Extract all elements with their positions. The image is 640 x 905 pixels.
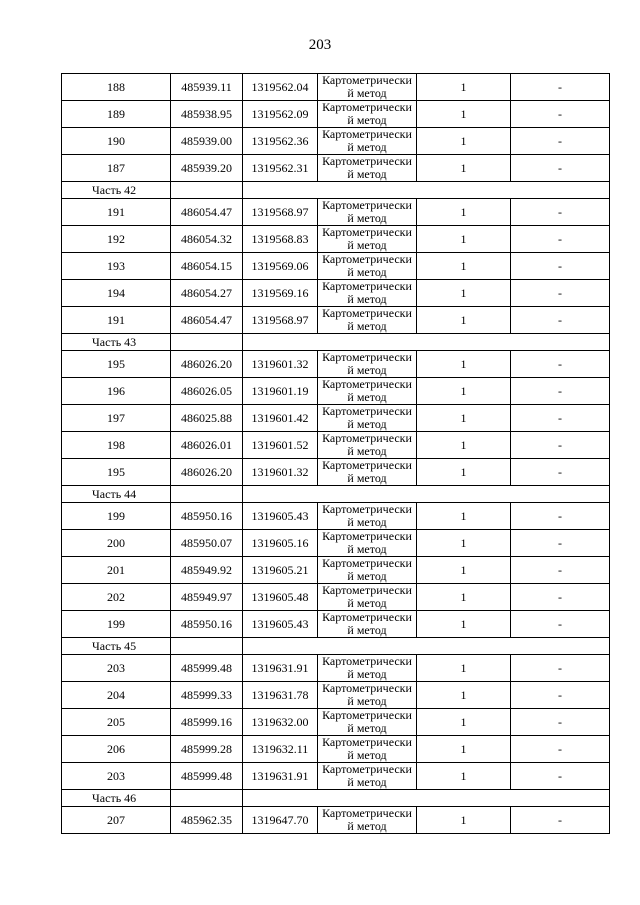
method-cell bbox=[318, 253, 417, 280]
y-coordinate-cell: 1319605.48 bbox=[243, 584, 318, 611]
y-coordinate-cell: 1319601.19 bbox=[243, 378, 318, 405]
part-header-row bbox=[62, 334, 610, 351]
method-cell bbox=[318, 584, 417, 611]
method-line-2: й метод bbox=[347, 140, 387, 154]
x-coordinate-cell: 485999.16 bbox=[171, 709, 243, 736]
method-line-1: Картометрически bbox=[322, 350, 412, 364]
part-label: Часть 44 bbox=[62, 486, 171, 503]
method-line-2: й метод bbox=[347, 819, 387, 833]
method-cell bbox=[318, 199, 417, 226]
description-cell: - bbox=[511, 432, 610, 459]
part-header-row bbox=[62, 638, 610, 655]
table-row bbox=[62, 709, 610, 736]
method-cell bbox=[318, 763, 417, 790]
accuracy-cell: 1 bbox=[417, 611, 511, 638]
y-coordinate-cell: 1319562.04 bbox=[243, 74, 318, 101]
point-number-cell: 203 bbox=[62, 763, 171, 790]
method-line-2: й метод bbox=[347, 265, 387, 279]
table-row bbox=[62, 655, 610, 682]
method-line-1: Картометрически bbox=[322, 100, 412, 114]
accuracy-cell: 1 bbox=[417, 655, 511, 682]
part-label: Часть 43 bbox=[62, 334, 171, 351]
y-coordinate-cell: 1319601.32 bbox=[243, 351, 318, 378]
point-number-cell: 191 bbox=[62, 307, 171, 334]
empty-cell bbox=[171, 334, 243, 351]
x-coordinate-cell: 485999.28 bbox=[171, 736, 243, 763]
y-coordinate-cell: 1319605.21 bbox=[243, 557, 318, 584]
method-cell bbox=[318, 155, 417, 182]
description-cell: - bbox=[511, 226, 610, 253]
method-cell bbox=[318, 405, 417, 432]
x-coordinate-cell: 486025.88 bbox=[171, 405, 243, 432]
empty-cell bbox=[243, 638, 610, 655]
method-cell bbox=[318, 432, 417, 459]
y-coordinate-cell: 1319562.09 bbox=[243, 101, 318, 128]
empty-cell bbox=[171, 486, 243, 503]
point-number-cell: 189 bbox=[62, 101, 171, 128]
x-coordinate-cell: 486054.47 bbox=[171, 307, 243, 334]
y-coordinate-cell: 1319601.52 bbox=[243, 432, 318, 459]
table-row bbox=[62, 807, 610, 834]
method-line-1: Картометрически bbox=[322, 502, 412, 516]
y-coordinate-cell: 1319631.91 bbox=[243, 655, 318, 682]
method-cell bbox=[318, 807, 417, 834]
y-coordinate-cell: 1319568.97 bbox=[243, 307, 318, 334]
description-cell: - bbox=[511, 557, 610, 584]
x-coordinate-cell: 486026.20 bbox=[171, 351, 243, 378]
method-line-2: й метод bbox=[347, 542, 387, 556]
table-row bbox=[62, 682, 610, 709]
description-cell: - bbox=[511, 763, 610, 790]
method-line-1: Картометрически bbox=[322, 431, 412, 445]
method-line-1: Картометрически bbox=[322, 279, 412, 293]
description-cell: - bbox=[511, 611, 610, 638]
method-line-2: й метод bbox=[347, 471, 387, 485]
point-number-cell: 207 bbox=[62, 807, 171, 834]
table-row bbox=[62, 584, 610, 611]
coordinates-table-body bbox=[62, 74, 610, 834]
method-cell bbox=[318, 101, 417, 128]
accuracy-cell: 1 bbox=[417, 763, 511, 790]
method-line-2: й метод bbox=[347, 748, 387, 762]
table-row bbox=[62, 459, 610, 486]
method-line-1: Картометрически bbox=[322, 556, 412, 570]
y-coordinate-cell: 1319568.83 bbox=[243, 226, 318, 253]
method-line-1: Картометрически bbox=[322, 404, 412, 418]
method-line-2: й метод bbox=[347, 211, 387, 225]
method-line-1: Картометрически bbox=[322, 127, 412, 141]
accuracy-cell: 1 bbox=[417, 503, 511, 530]
table-row bbox=[62, 351, 610, 378]
description-cell: - bbox=[511, 280, 610, 307]
point-number-cell: 193 bbox=[62, 253, 171, 280]
table-row bbox=[62, 307, 610, 334]
x-coordinate-cell: 485949.92 bbox=[171, 557, 243, 584]
empty-cell bbox=[243, 790, 610, 807]
accuracy-cell: 1 bbox=[417, 128, 511, 155]
method-line-1: Картометрически bbox=[322, 806, 412, 820]
accuracy-cell: 1 bbox=[417, 74, 511, 101]
table-row bbox=[62, 101, 610, 128]
empty-cell bbox=[243, 182, 610, 199]
table-row bbox=[62, 378, 610, 405]
point-number-cell: 191 bbox=[62, 199, 171, 226]
point-number-cell: 195 bbox=[62, 351, 171, 378]
method-line-1: Картометрически bbox=[322, 654, 412, 668]
x-coordinate-cell: 485950.07 bbox=[171, 530, 243, 557]
method-line-2: й метод bbox=[347, 596, 387, 610]
y-coordinate-cell: 1319568.97 bbox=[243, 199, 318, 226]
accuracy-cell: 1 bbox=[417, 682, 511, 709]
method-line-1: Картометрически bbox=[322, 198, 412, 212]
description-cell: - bbox=[511, 307, 610, 334]
point-number-cell: 192 bbox=[62, 226, 171, 253]
x-coordinate-cell: 486026.05 bbox=[171, 378, 243, 405]
x-coordinate-cell: 486054.32 bbox=[171, 226, 243, 253]
y-coordinate-cell: 1319647.70 bbox=[243, 807, 318, 834]
x-coordinate-cell: 486054.27 bbox=[171, 280, 243, 307]
point-number-cell: 205 bbox=[62, 709, 171, 736]
accuracy-cell: 1 bbox=[417, 709, 511, 736]
x-coordinate-cell: 485950.16 bbox=[171, 503, 243, 530]
method-cell bbox=[318, 280, 417, 307]
table-row bbox=[62, 530, 610, 557]
description-cell: - bbox=[511, 709, 610, 736]
accuracy-cell: 1 bbox=[417, 307, 511, 334]
part-label: Часть 46 bbox=[62, 790, 171, 807]
description-cell: - bbox=[511, 655, 610, 682]
method-line-2: й метод bbox=[347, 292, 387, 306]
accuracy-cell: 1 bbox=[417, 807, 511, 834]
x-coordinate-cell: 485999.33 bbox=[171, 682, 243, 709]
empty-cell bbox=[243, 486, 610, 503]
method-line-1: Картометрически bbox=[322, 225, 412, 239]
table-row bbox=[62, 226, 610, 253]
x-coordinate-cell: 485939.11 bbox=[171, 74, 243, 101]
table-row bbox=[62, 557, 610, 584]
method-line-2: й метод bbox=[347, 444, 387, 458]
accuracy-cell: 1 bbox=[417, 199, 511, 226]
page-number: 203 bbox=[308, 37, 332, 53]
method-line-2: й метод bbox=[347, 417, 387, 431]
x-coordinate-cell: 486026.01 bbox=[171, 432, 243, 459]
table-row bbox=[62, 155, 610, 182]
method-line-1: Картометрически bbox=[322, 73, 412, 87]
description-cell: - bbox=[511, 155, 610, 182]
description-cell: - bbox=[511, 253, 610, 280]
point-number-cell: 203 bbox=[62, 655, 171, 682]
table-row bbox=[62, 503, 610, 530]
method-line-2: й метод bbox=[347, 667, 387, 681]
table-row bbox=[62, 736, 610, 763]
y-coordinate-cell: 1319632.00 bbox=[243, 709, 318, 736]
method-line-1: Картометрически bbox=[322, 377, 412, 391]
y-coordinate-cell: 1319605.43 bbox=[243, 503, 318, 530]
y-coordinate-cell: 1319569.06 bbox=[243, 253, 318, 280]
method-line-1: Картометрически bbox=[322, 306, 412, 320]
part-header-row bbox=[62, 182, 610, 199]
description-cell: - bbox=[511, 736, 610, 763]
accuracy-cell: 1 bbox=[417, 226, 511, 253]
point-number-cell: 204 bbox=[62, 682, 171, 709]
description-cell: - bbox=[511, 378, 610, 405]
method-cell bbox=[318, 226, 417, 253]
method-line-2: й метод bbox=[347, 721, 387, 735]
point-number-cell: 190 bbox=[62, 128, 171, 155]
method-line-2: й метод bbox=[347, 515, 387, 529]
x-coordinate-cell: 485999.48 bbox=[171, 655, 243, 682]
method-cell bbox=[318, 378, 417, 405]
table-row bbox=[62, 128, 610, 155]
y-coordinate-cell: 1319569.16 bbox=[243, 280, 318, 307]
y-coordinate-cell: 1319562.36 bbox=[243, 128, 318, 155]
empty-cell bbox=[171, 182, 243, 199]
point-number-cell: 194 bbox=[62, 280, 171, 307]
method-line-2: й метод bbox=[347, 238, 387, 252]
table-row bbox=[62, 432, 610, 459]
y-coordinate-cell: 1319631.91 bbox=[243, 763, 318, 790]
accuracy-cell: 1 bbox=[417, 101, 511, 128]
method-line-1: Картометрически bbox=[322, 154, 412, 168]
description-cell: - bbox=[511, 199, 610, 226]
point-number-cell: 200 bbox=[62, 530, 171, 557]
part-header-row bbox=[62, 790, 610, 807]
accuracy-cell: 1 bbox=[417, 351, 511, 378]
x-coordinate-cell: 485938.95 bbox=[171, 101, 243, 128]
method-cell bbox=[318, 74, 417, 101]
x-coordinate-cell: 485949.97 bbox=[171, 584, 243, 611]
x-coordinate-cell: 486054.47 bbox=[171, 199, 243, 226]
method-cell bbox=[318, 709, 417, 736]
description-cell: - bbox=[511, 351, 610, 378]
table-row bbox=[62, 763, 610, 790]
table-row bbox=[62, 611, 610, 638]
point-number-cell: 202 bbox=[62, 584, 171, 611]
accuracy-cell: 1 bbox=[417, 432, 511, 459]
description-cell: - bbox=[511, 530, 610, 557]
table-row bbox=[62, 253, 610, 280]
method-line-1: Картометрически bbox=[322, 458, 412, 472]
point-number-cell: 206 bbox=[62, 736, 171, 763]
method-line-2: й метод bbox=[347, 569, 387, 583]
description-cell: - bbox=[511, 682, 610, 709]
method-cell bbox=[318, 530, 417, 557]
description-cell: - bbox=[511, 459, 610, 486]
method-line-1: Картометрически bbox=[322, 762, 412, 776]
coordinates-table bbox=[61, 73, 610, 834]
method-line-2: й метод bbox=[347, 390, 387, 404]
empty-cell bbox=[171, 638, 243, 655]
method-line-1: Картометрически bbox=[322, 583, 412, 597]
method-line-2: й метод bbox=[347, 775, 387, 789]
accuracy-cell: 1 bbox=[417, 253, 511, 280]
empty-cell bbox=[243, 334, 610, 351]
point-number-cell: 197 bbox=[62, 405, 171, 432]
method-cell bbox=[318, 557, 417, 584]
point-number-cell: 201 bbox=[62, 557, 171, 584]
point-number-cell: 199 bbox=[62, 503, 171, 530]
method-cell bbox=[318, 128, 417, 155]
method-line-1: Картометрически bbox=[322, 708, 412, 722]
method-line-1: Картометрически bbox=[322, 252, 412, 266]
table-row bbox=[62, 74, 610, 101]
part-label: Часть 42 bbox=[62, 182, 171, 199]
description-cell: - bbox=[511, 128, 610, 155]
accuracy-cell: 1 bbox=[417, 557, 511, 584]
method-cell bbox=[318, 736, 417, 763]
y-coordinate-cell: 1319562.31 bbox=[243, 155, 318, 182]
accuracy-cell: 1 bbox=[417, 459, 511, 486]
method-line-1: Картометрически bbox=[322, 529, 412, 543]
accuracy-cell: 1 bbox=[417, 584, 511, 611]
accuracy-cell: 1 bbox=[417, 155, 511, 182]
table-row bbox=[62, 280, 610, 307]
accuracy-cell: 1 bbox=[417, 378, 511, 405]
y-coordinate-cell: 1319605.16 bbox=[243, 530, 318, 557]
description-cell: - bbox=[511, 101, 610, 128]
x-coordinate-cell: 485962.35 bbox=[171, 807, 243, 834]
y-coordinate-cell: 1319601.42 bbox=[243, 405, 318, 432]
accuracy-cell: 1 bbox=[417, 405, 511, 432]
point-number-cell: 198 bbox=[62, 432, 171, 459]
part-header-row bbox=[62, 486, 610, 503]
method-line-1: Картометрически bbox=[322, 610, 412, 624]
empty-cell bbox=[171, 790, 243, 807]
x-coordinate-cell: 486026.20 bbox=[171, 459, 243, 486]
description-cell: - bbox=[511, 584, 610, 611]
method-line-2: й метод bbox=[347, 319, 387, 333]
y-coordinate-cell: 1319632.11 bbox=[243, 736, 318, 763]
method-line-2: й метод bbox=[347, 113, 387, 127]
method-cell bbox=[318, 351, 417, 378]
point-number-cell: 196 bbox=[62, 378, 171, 405]
x-coordinate-cell: 486054.15 bbox=[171, 253, 243, 280]
method-cell bbox=[318, 503, 417, 530]
x-coordinate-cell: 485950.16 bbox=[171, 611, 243, 638]
method-cell bbox=[318, 682, 417, 709]
description-cell: - bbox=[511, 503, 610, 530]
x-coordinate-cell: 485939.20 bbox=[171, 155, 243, 182]
y-coordinate-cell: 1319601.32 bbox=[243, 459, 318, 486]
y-coordinate-cell: 1319605.43 bbox=[243, 611, 318, 638]
point-number-cell: 195 bbox=[62, 459, 171, 486]
y-coordinate-cell: 1319631.78 bbox=[243, 682, 318, 709]
point-number-cell: 199 bbox=[62, 611, 171, 638]
description-cell: - bbox=[511, 74, 610, 101]
method-cell bbox=[318, 459, 417, 486]
table-row bbox=[62, 405, 610, 432]
accuracy-cell: 1 bbox=[417, 530, 511, 557]
method-line-2: й метод bbox=[347, 363, 387, 377]
x-coordinate-cell: 485939.00 bbox=[171, 128, 243, 155]
method-cell bbox=[318, 655, 417, 682]
method-cell bbox=[318, 611, 417, 638]
point-number-cell: 187 bbox=[62, 155, 171, 182]
method-line-2: й метод bbox=[347, 623, 387, 637]
method-line-2: й метод bbox=[347, 694, 387, 708]
table-row bbox=[62, 199, 610, 226]
accuracy-cell: 1 bbox=[417, 280, 511, 307]
x-coordinate-cell: 485999.48 bbox=[171, 763, 243, 790]
method-line-1: Картометрически bbox=[322, 735, 412, 749]
description-cell: - bbox=[511, 807, 610, 834]
method-line-2: й метод bbox=[347, 86, 387, 100]
method-cell bbox=[318, 307, 417, 334]
accuracy-cell: 1 bbox=[417, 736, 511, 763]
description-cell: - bbox=[511, 405, 610, 432]
method-line-2: й метод bbox=[347, 167, 387, 181]
part-label: Часть 45 bbox=[62, 638, 171, 655]
method-line-1: Картометрически bbox=[322, 681, 412, 695]
point-number-cell: 188 bbox=[62, 74, 171, 101]
